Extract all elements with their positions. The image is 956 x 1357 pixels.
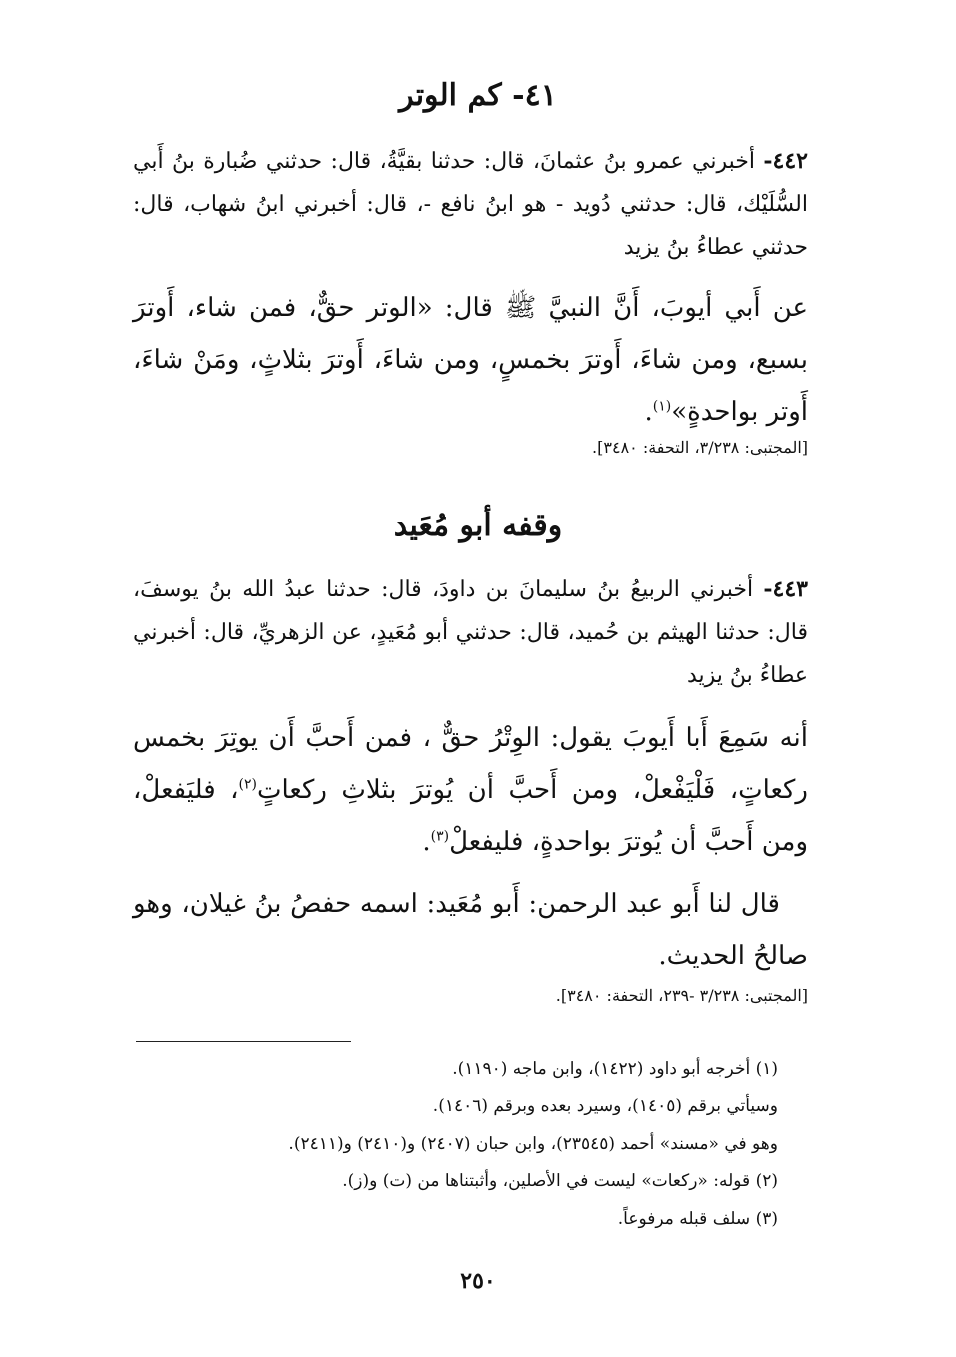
hadith-number: ٤٤٣- (763, 576, 808, 602)
hadith-442-matn (133, 282, 808, 438)
footnote-separator (136, 1041, 351, 1042)
footnote-line: (١) أخرجه أبو داود (١٤٢٢)، وابن ماجه (١١٩٠). (452, 1059, 778, 1079)
footnote-line: وسيأتي برقم (١٤٠٥)، وسيرد بعده وبرقم (١٤٠٦). (432, 1096, 778, 1116)
matn-text: عن أَبي أيوبَ، أَنَّ النبيَّ ﷺ قال: «الوتر حقٌّ، فمن شاء، أَوترَ بسبع، ومن شاءَ، أَوترَ بخمسٍ، ومن شاءَ، أَوترَ بثلاثٍ، ومَنْ شاءَ، أَوتر بواحدةٍ» (133, 293, 808, 427)
footnote-marker: (٣) (430, 828, 450, 845)
hadith-443-chain (133, 568, 808, 697)
chapter-heading: ٤١- كم الوتر (399, 78, 557, 113)
matn-end: . (644, 397, 653, 427)
hadith-442-chain (133, 140, 808, 269)
isnad-text: أخبرني عمرو بنُ عثمانَ، قال: حدثنا بقيَّةُ، قال: حدثني ضُبارة بنُ أَبي السُّلَيْك، قال: حدثني دُويد - هو ابنُ نافع -، قال: أخبرني ابنُ شهاب، قال: حدثني عطاءُ بنُ يزيد (133, 149, 808, 260)
section-heading: وقفه أبو مُعَيد (393, 508, 563, 543)
matn-text-part1: أنه سَمِعَ أَبا أَيوبَ يقول: الوِتْرُ حقٌّ ، فمن أَحبَّ أَن يوتِرَ بخمس ركعاتٍ، فَلْيَفْعلْ، ومن أَحبَّ أن يُوترَ بثلاثِ ركعاتٍ (133, 723, 808, 805)
reference-443: [المجتبى: ٣/٢٣٨ -٢٣٩، التحفة: ٣٤٨٠]. (555, 986, 808, 1005)
footnote-marker: (٢) (238, 776, 258, 793)
hadith-number: ٤٤٢- (763, 148, 808, 174)
hadith-443-matn (133, 712, 808, 868)
matn-end: . (422, 827, 431, 857)
isnad-text: أخبرني الربيعُ بنُ سليمانَ بن داودَ، قال: حدثنا عبدُ الله بنُ يوسفَ، قال: حدثنا الهيثم بن حُميد، قال: حدثني أبو مُعَيدٍ، عن الزهريِّ، قال: أخبرني عطاءُ بنُ يزيد (133, 577, 808, 688)
reference-442: [المجتبى: ٣/٢٣٨، التحفة: ٣٤٨٠]. (592, 438, 808, 457)
footnote-marker: (١) (652, 398, 672, 415)
footnote-line: وهو في «مسند» أحمد (٢٣٥٤٥)، وابن حبان (٢٤٠٧) و(٢٤١٠) و(٢٤١١). (288, 1134, 778, 1154)
footnote-line: (٢) قوله: «ركعات» ليست في الأصلين، وأثبتناها من (ت) و(ز). (342, 1171, 778, 1191)
matn-text-part2: ، فليَفعلْ، ومن أَحبَّ أن يُوترَ بواحدةٍ، فليفعلْ (133, 775, 808, 857)
author-note: قال لنا أَبو عبد الرحمن: أَبو مُعَيد: اسمه حفصُ بنُ غيلان، وهو صالحُ الحديث. (133, 889, 808, 971)
page-number: ٢٥٠ (460, 1268, 496, 1294)
footnote-line: (٣) سلف قبله مرفوعاً. (617, 1209, 778, 1229)
